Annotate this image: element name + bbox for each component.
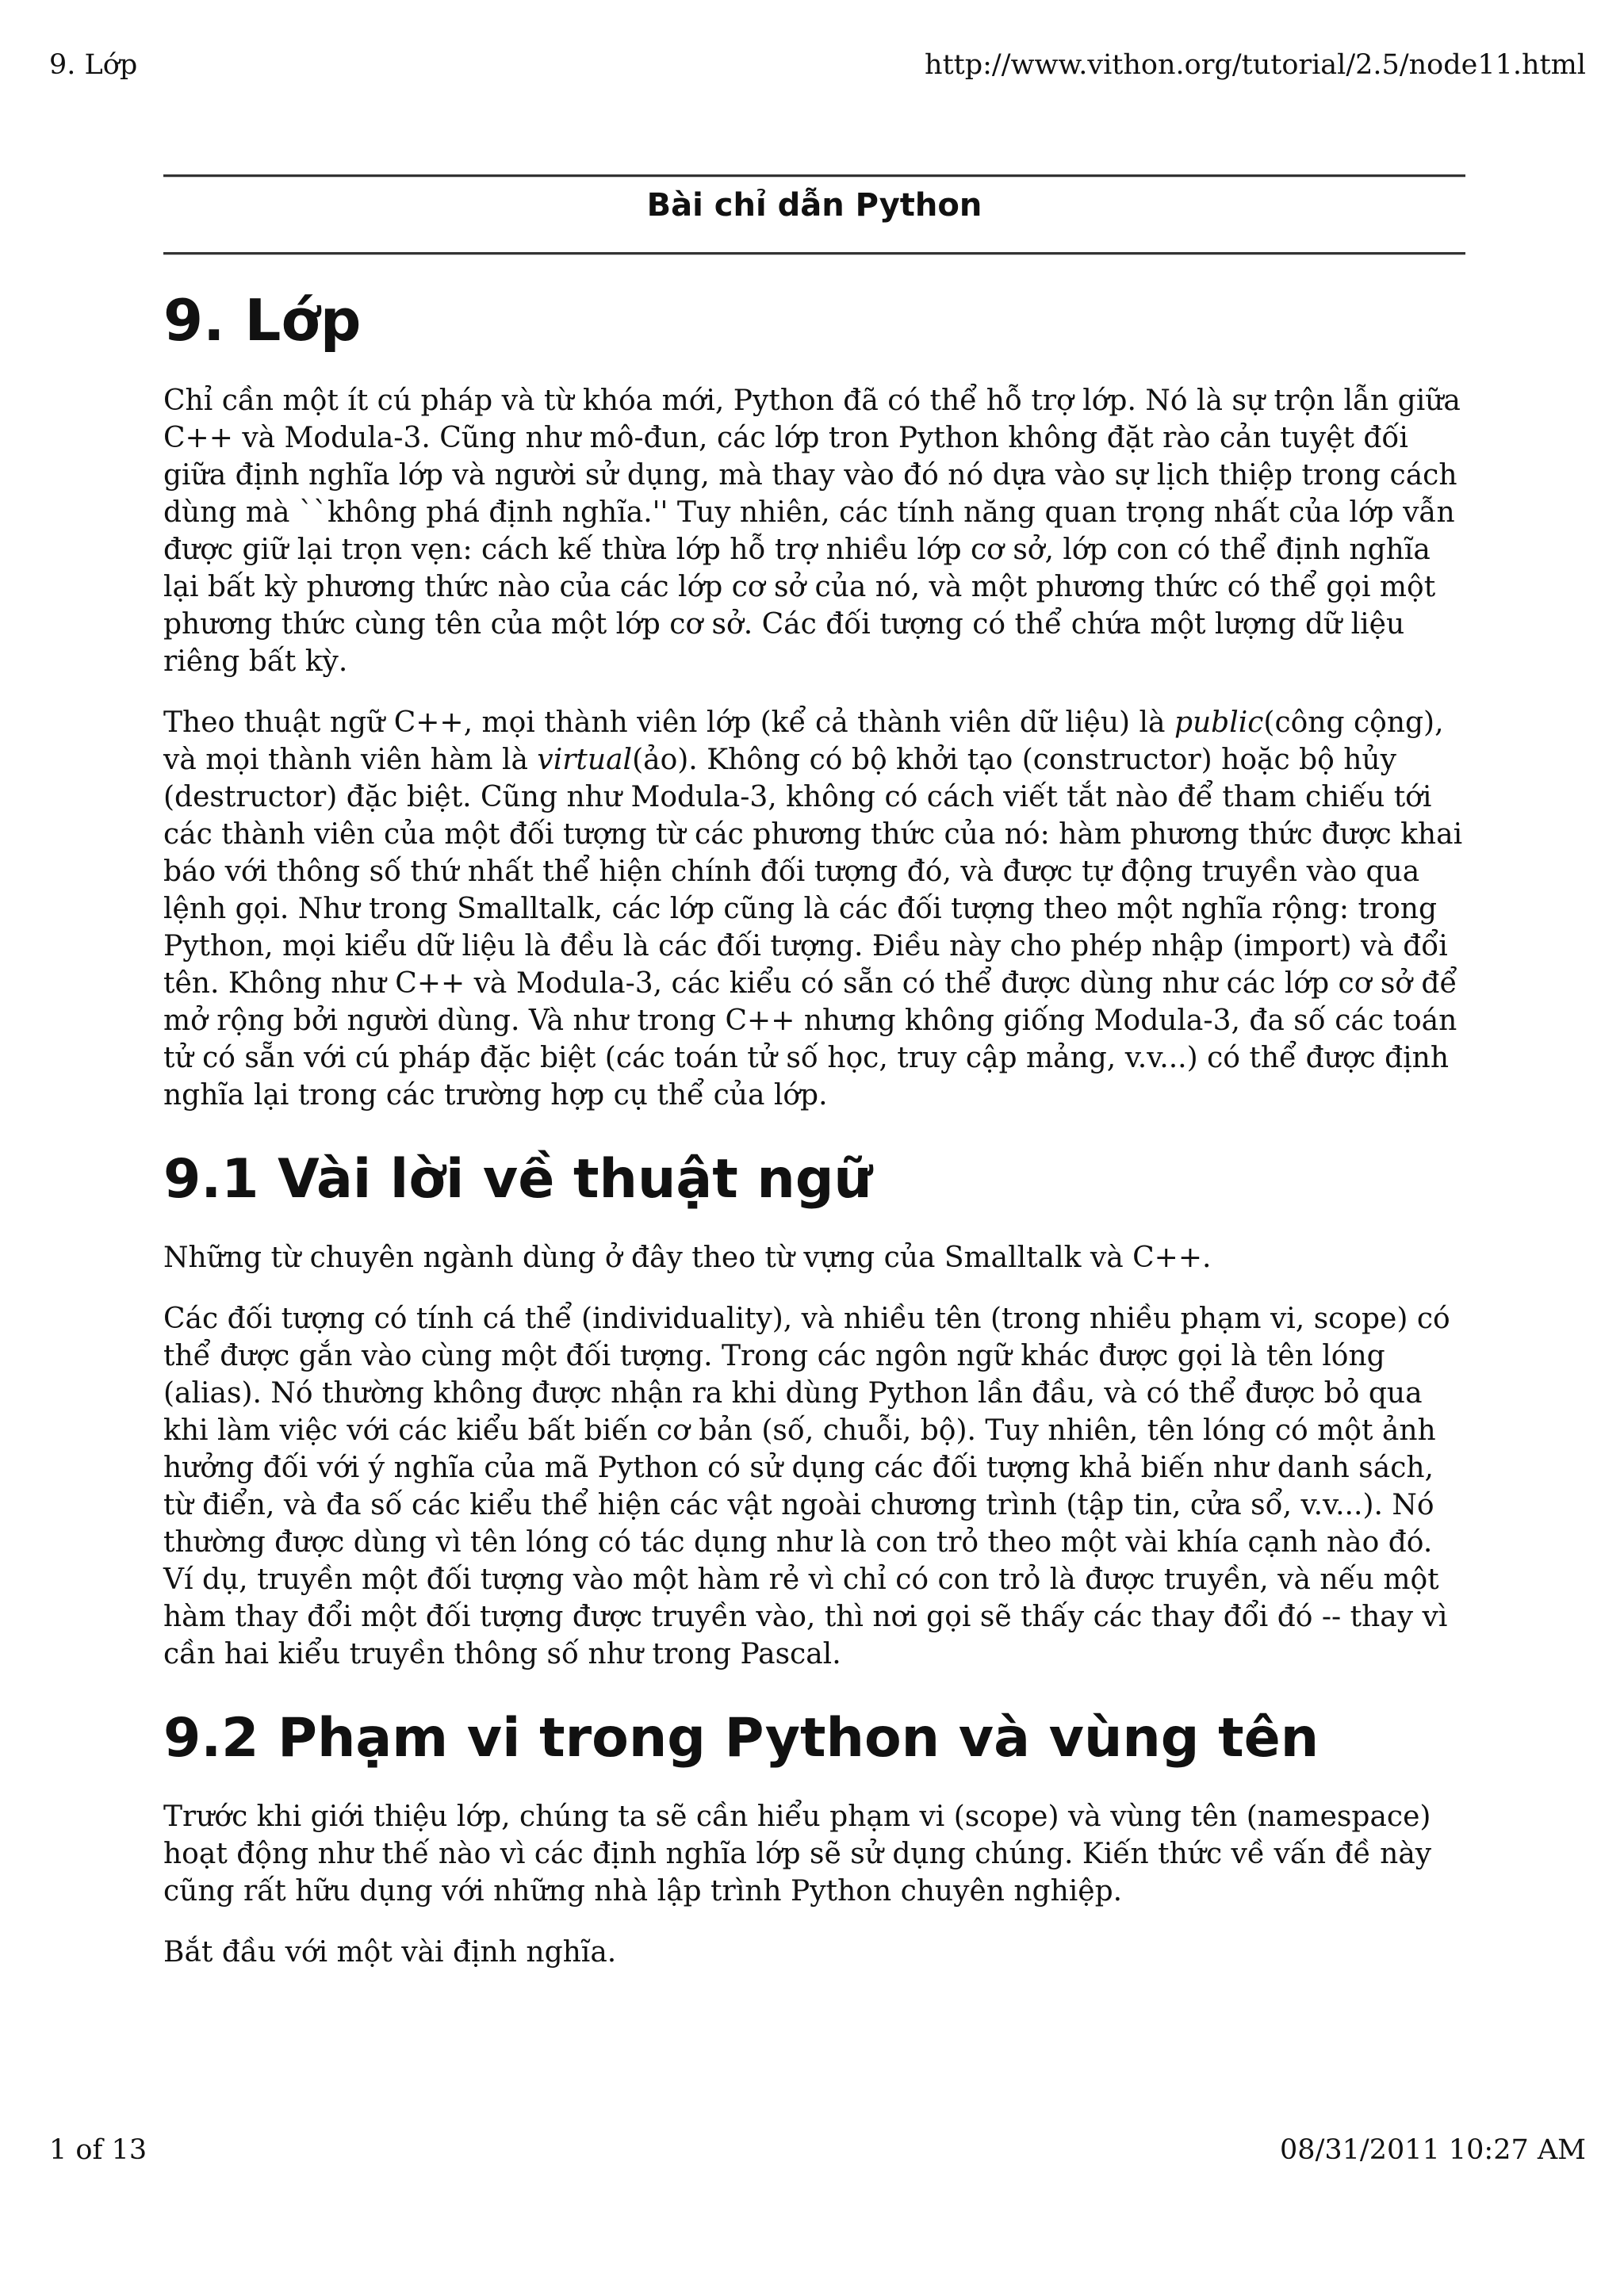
- chapter-intro-paragraph-2: [163, 704, 1465, 1114]
- section-9-2-paragraph-2: Bắt đầu với một vài định nghĩa.: [163, 1936, 617, 1969]
- top-rule: [163, 174, 1465, 178]
- print-header: [49, 49, 1586, 81]
- section-9-2-title: 9.2 Phạm vi trong Python và vùng tên: [163, 1707, 1320, 1770]
- print-header-page-title: 9. Lớp: [49, 49, 138, 81]
- nav-title: Bài chỉ dẫn Python: [646, 187, 982, 224]
- nav-rule: [163, 252, 1465, 255]
- print-timestamp: 08/31/2011 10:27 AM: [1280, 2134, 1586, 2166]
- chapter-title: 9. Lớp: [163, 287, 362, 354]
- intro-p2-part1: Theo thuật ngữ C++, mọi thành viên lớp (kể cả thành viên dữ liệu) là: [163, 706, 1174, 739]
- intro-p2-part2: (công cộng), và mọi thành viên hàm là: [163, 706, 1444, 776]
- document-page: [163, 159, 1465, 1995]
- section-9-1-title: 9.1 Vài lời về thuật ngữ: [163, 1148, 872, 1211]
- section-9-2-paragraph-1: Trước khi giới thiệu lớp, chúng ta sẽ cần hiểu phạm vi (scope) và vùng tên (namespace) hoạt động như thế nào vì các định nghĩa lớp sẽ sử dụng chúng. Kiến thức về vấn đề này cũng rất hữu dụng với những nhà lập trình Python chuyên nghiệp.: [163, 1800, 1432, 1908]
- virtual-term: virtual: [537, 744, 633, 776]
- section-9-1-paragraph-2: Các đối tượng có tính cá thể (individuality), và nhiều tên (trong nhiều phạm vi, scope) có thể được gắn vào cùng một đối tượng. Trong các ngôn ngữ khác được gọi là tên lóng (alias). Nó thường không được nhận ra khi dùng Python lần đầu, và có thể được bỏ qua khi làm việc với các kiểu bất biến cơ bản (số, chuỗi, bộ). Tuy nhiên, tên lóng có một ảnh hưởng đối với ý nghĩa của mã Python có sử dụng các đối tượng khả biến như danh sách, từ điển, và đa số các kiểu thể hiện các vật ngoài chương trình (tập tin, cửa sổ, v.v...). Nó thường được dùng vì tên lóng có tác dụng như là con trỏ theo một vài khía cạnh nào đó. Ví dụ, truyền một đối tượng vào một hàm rẻ vì chỉ có con trỏ là được truyền, và nếu một hàm thay đổi một đối tượng được truyền vào, thì nơi gọi sẽ thấy các thay đổi đó -- thay vì cần hai kiểu truyền thông số như trong Pascal.: [163, 1303, 1450, 1670]
- section-9-1-paragraph-1: Những từ chuyên ngành dùng ở đây theo từ vựng của Smalltalk và C++.: [163, 1242, 1212, 1274]
- print-header-url: http://www.vithon.org/tutorial/2.5/node11.html: [925, 49, 1586, 81]
- page-counter: 1 of 13: [49, 2134, 147, 2166]
- intro-p2-part3: (ảo). Không có bộ khởi tạo (constructor) hoặc bộ hủy (destructor) đặc biệt. Cũng như Modula-3, không có cách viết tắt nào để tham chiếu tới các thành viên của một đối tượng từ các phương thức của nó: hàm phương thức được khai báo với thông số thứ nhất thể hiện chính đối tượng đó, và được tự động truyền vào qua lệnh gọi. Như trong Smalltalk, các lớp cũng là các đối tượng theo một nghĩa rộng: trong Python, mọi kiểu dữ liệu là đều là các đối tượng. Điều này cho phép nhập (import) và đổi tên. Không như C++ và Modula-3, các kiểu có sẵn có thể được dùng như các lớp cơ sở để mở rộng bởi người dùng. Và như trong C++ nhưng không giống Modula-3, đa số các toán tử có sẵn với cú pháp đặc biệt (các toán tử số học, truy cập mảng, v.v...) có thể được định nghĩa lại trong các trường hợp cụ thể của lớp.: [163, 744, 1463, 1112]
- public-term: public: [1174, 706, 1264, 739]
- print-footer: [49, 2134, 1586, 2166]
- chapter-intro-paragraph-1: Chỉ cần một ít cú pháp và từ khóa mới, Python đã có thể hỗ trợ lớp. Nó là sự trộn lẫn giữa C++ và Modula-3. Cũng như mô-đun, các lớp tron Python không đặt rào cản tuyệt đối giữa định nghĩa lớp và người sử dụng, mà thay vào đó nó dựa vào sự lịch thiệp trong cách dùng mà ``không phá định nghĩa.'' Tuy nhiên, các tính năng quan trọng nhất của lớp vẫn được giữ lại trọn vẹn: cách kế thừa lớp hỗ trợ nhiều lớp cơ sở, lớp con có thể định nghĩa lại bất kỳ phương thức nào của các lớp cơ sở của nó, và một phương thức có thể gọi một phương thức cùng tên của một lớp cơ sở. Các đối tượng có thể chứa một lượng dữ liệu riêng bất kỳ.: [163, 385, 1461, 678]
